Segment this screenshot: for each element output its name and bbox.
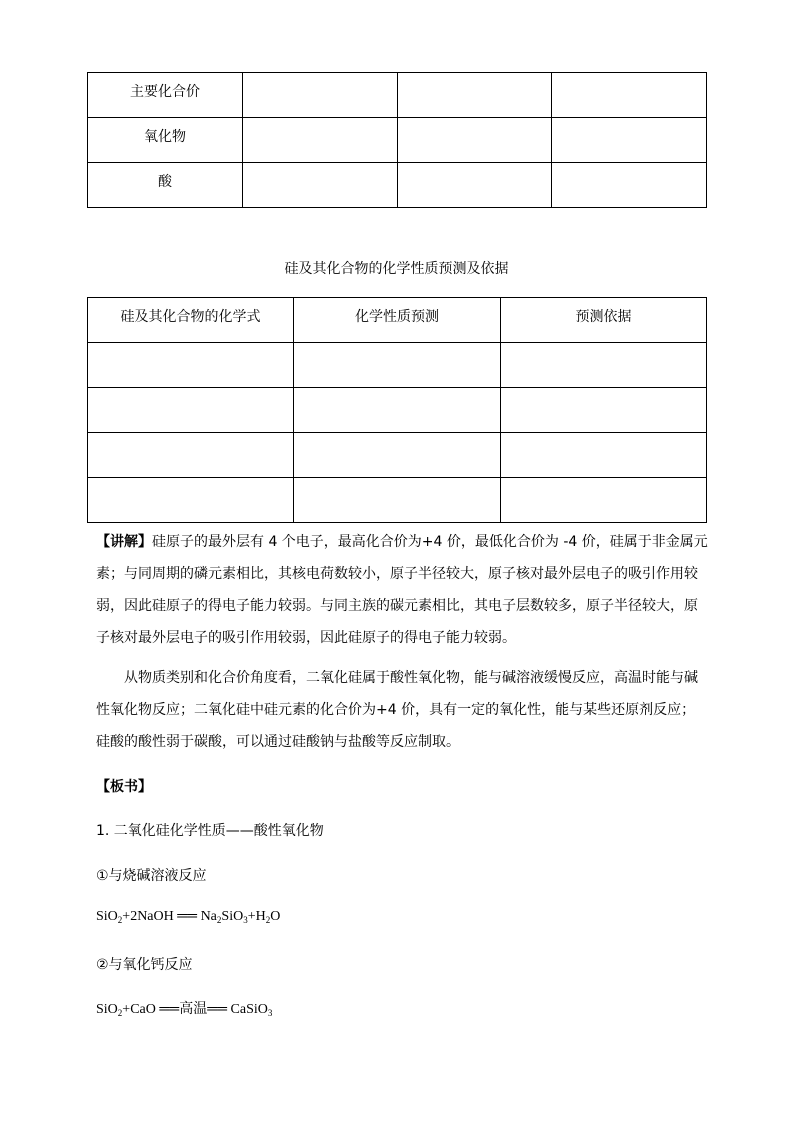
- table-cell[interactable]: [501, 343, 707, 388]
- table-cell[interactable]: [88, 478, 294, 523]
- table-cell[interactable]: [501, 433, 707, 478]
- table-cell[interactable]: [501, 478, 707, 523]
- table-cell: [552, 163, 707, 208]
- table-cell: [243, 73, 398, 118]
- table-cell: [552, 118, 707, 163]
- board-item-1: 1. 二氧化硅化学性质——酸性氧化物: [96, 823, 324, 839]
- table-header-row: [88, 298, 707, 343]
- explain-text: 硅原子的最外层有 4 个电子，最高化合价为+4 价，最低化合价为 -4 价，硅属于非金属元素；与同周期的磷元素相比，其核电荷数较小，原子半径较大，原子核对最外层电子的吸引作用较弱，因此硅原子的得电子能力较弱。与同主族的碳元素相比，其电子层数较多，原子半径较大，原子核对最外层电子的吸引作用较弱，因此硅原子的得电子能力较弱。: [96, 534, 708, 646]
- table-row: [88, 478, 707, 523]
- table-row: [88, 433, 707, 478]
- table-cell: 酸: [88, 163, 243, 208]
- analysis-paragraph: 从物质类别和化合价角度看，二氧化硅属于酸性氧化物，能与碱溶液缓慢反应，高温时能与碱性氧化物反应；二氧化硅中硅元素的化合价为+4 价，具有一定的氧化性，能与某些还原剂反应；硅酸的酸性弱于碳酸，可以通过硅酸钠与盐酸等反应制取。: [96, 670, 698, 750]
- column-header: 预测依据: [501, 298, 707, 343]
- board-item-1b: ②与氧化钙反应: [96, 957, 193, 973]
- table-cell: 主要化合价: [88, 73, 243, 118]
- table-row: [88, 388, 707, 433]
- table-row: [88, 163, 707, 208]
- board-item-1a: ①与烧碱溶液反应: [96, 868, 207, 884]
- equation-2: SiO$_2$+CaO ══高温══ CaSiO$_3$: [96, 1001, 273, 1018]
- prediction-table: [87, 297, 707, 523]
- table-row: [88, 343, 707, 388]
- table-row: [88, 118, 707, 163]
- table-cell: [398, 73, 552, 118]
- table-cell[interactable]: [501, 388, 707, 433]
- table-caption: 硅及其化合物的化学性质预测及依据: [284, 261, 509, 277]
- table-cell: 氧化物: [88, 118, 243, 163]
- table-cell[interactable]: [88, 388, 294, 433]
- table-cell[interactable]: [88, 433, 294, 478]
- table-cell[interactable]: [294, 433, 501, 478]
- explain-tag: 【讲解】: [96, 534, 152, 550]
- valence-table: [87, 72, 707, 208]
- table-cell[interactable]: [294, 343, 501, 388]
- table-cell: [243, 163, 398, 208]
- table-cell[interactable]: [294, 478, 501, 523]
- table-cell[interactable]: [88, 343, 294, 388]
- table-cell: [243, 118, 398, 163]
- table-cell[interactable]: [294, 388, 501, 433]
- reaction-condition: 高温: [179, 1001, 208, 1017]
- table-row: [88, 73, 707, 118]
- explain-paragraph: [96, 526, 708, 654]
- column-header: 化学性质预测: [294, 298, 501, 343]
- table-cell: [398, 118, 552, 163]
- column-header: 硅及其化合物的化学式: [88, 298, 294, 343]
- equation-1: SiO$_2$+2NaOH ══ $Na_2SiO_3+H_2O$: [96, 909, 281, 925]
- table-cell: [398, 163, 552, 208]
- table-cell: [552, 73, 707, 118]
- board-title: 【板书】: [96, 779, 152, 795]
